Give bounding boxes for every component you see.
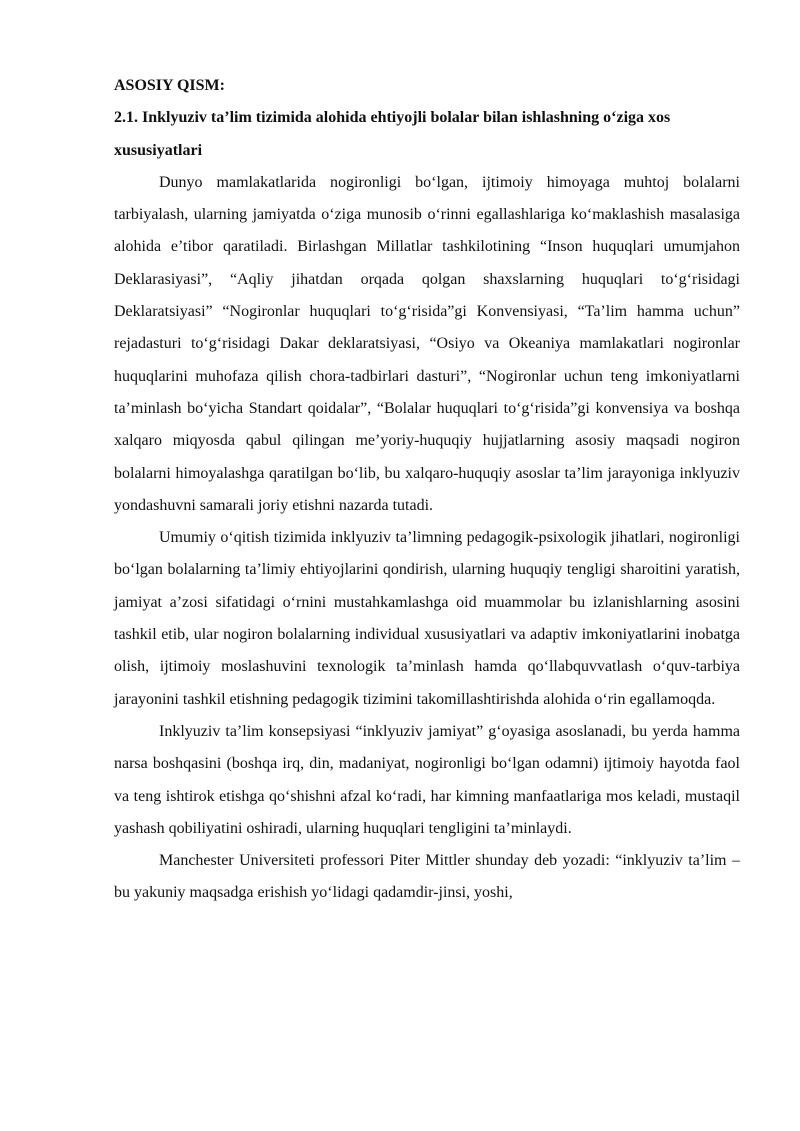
paragraph-3: Inklyuziv ta’lim konsepsiyasi “inklyuziv jamiyat” g‘oyasiga asoslanadi, bu yerda hamma narsa boshqasini (boshqa irq, din, madaniyat, nogironligi bo‘lgan odamni) ijtimoiy hayotda faol va teng ishtirok etishga qo‘shishni afzal ko‘radi, har kimning manfaatlariga mos keladi, mustaqil yashash qobiliyatini oshiradi, ularning huquqlari tengligini ta’minlaydi.	[114, 722, 740, 837]
section-title: ASOSIY QISM:	[114, 77, 225, 94]
paragraph-1: Dunyo mamlakatlarida nogironligi bo‘lgan, ijtimoiy himoyaga muhtoj bolalarni tarbiyalash, ularning jamiyatda o‘ziga munosib o‘rinni egallashlariga ko‘maklashish masalasiga alohida e’tibor qaratiladi. Birlashgan Millatlar tashkilotining “Inson huquqlari umumjahon Deklarasiyasi”, “Aqliy jihatdan orqada qolgan shaxslarning huquqlari to‘g‘risidagi Deklaratsiyasi” “Nogironlar huquqlari to‘g‘risida”gi Konvensiyasi, “Ta’lim hamma uchun” rejadasturi to‘g‘risidagi Dakar deklaratsiyasi, “Osiyo va Okeaniya mamlakatlari nogironlar huquqlarini muhofaza qilish chora-tadbirlari dasturi”, “Nogironlar uchun teng imkoniyatlarni ta’minlash bo‘yicha Standart qoidalar”, “Bolalar huquqlari to‘g‘risida”gi konvensiya va boshqa xalqaro miqyosda qabul qilingan me’yoriy-huquqiy hujjatlarning asosiy maqsadi nogiron bolalarni himoyalashga qaratilgan bo‘lib, bu xalqaro-huquqiy asoslar ta’lim jarayoniga inklyuziv yondashuvni samarali joriy etishni nazarda tutadi.	[114, 173, 740, 514]
paragraph-2: Umumiy o‘qitish tizimida inklyuziv ta’limning pedagogik-psixologik jihatlari, nogironligi bo‘lgan bolalarning ta’limiy ehtiyojlarini qondirish, ularning huquqiy tengligi sharoitini yaratish, jamiyat a’zosi sifatidagi o‘rnini mustahkamlashga oid muammolar bu izlanishlarning asosini tashkil etib, ular nogiron bolalarning individual xususiyatlari va adaptiv imkoniyatlarini inobatga olish, ijtimoiy moslashuvini texnologik ta’minlash hamda qo‘llabquvvatlash o‘quv-tarbiya jarayonini tashkil etishning pedagogik tizimini takomillashtirishda alohida o‘rin egallamoqda.	[114, 529, 740, 708]
paragraph-4: Manchester Universiteti professori Piter Mittler shunday deb yozadi: “inklyuziv ta’lim – bu yakuniy maqsadga erishish yo‘lidagi qadamdir-jinsi, yoshi,	[114, 852, 740, 902]
document-page	[114, 70, 740, 910]
subsection-title: 2.1. Inklyuziv ta’lim tizimida alohida ehtiyojli bolalar bilan ishlashning o‘ziga xos xususiyatlari	[114, 109, 671, 159]
